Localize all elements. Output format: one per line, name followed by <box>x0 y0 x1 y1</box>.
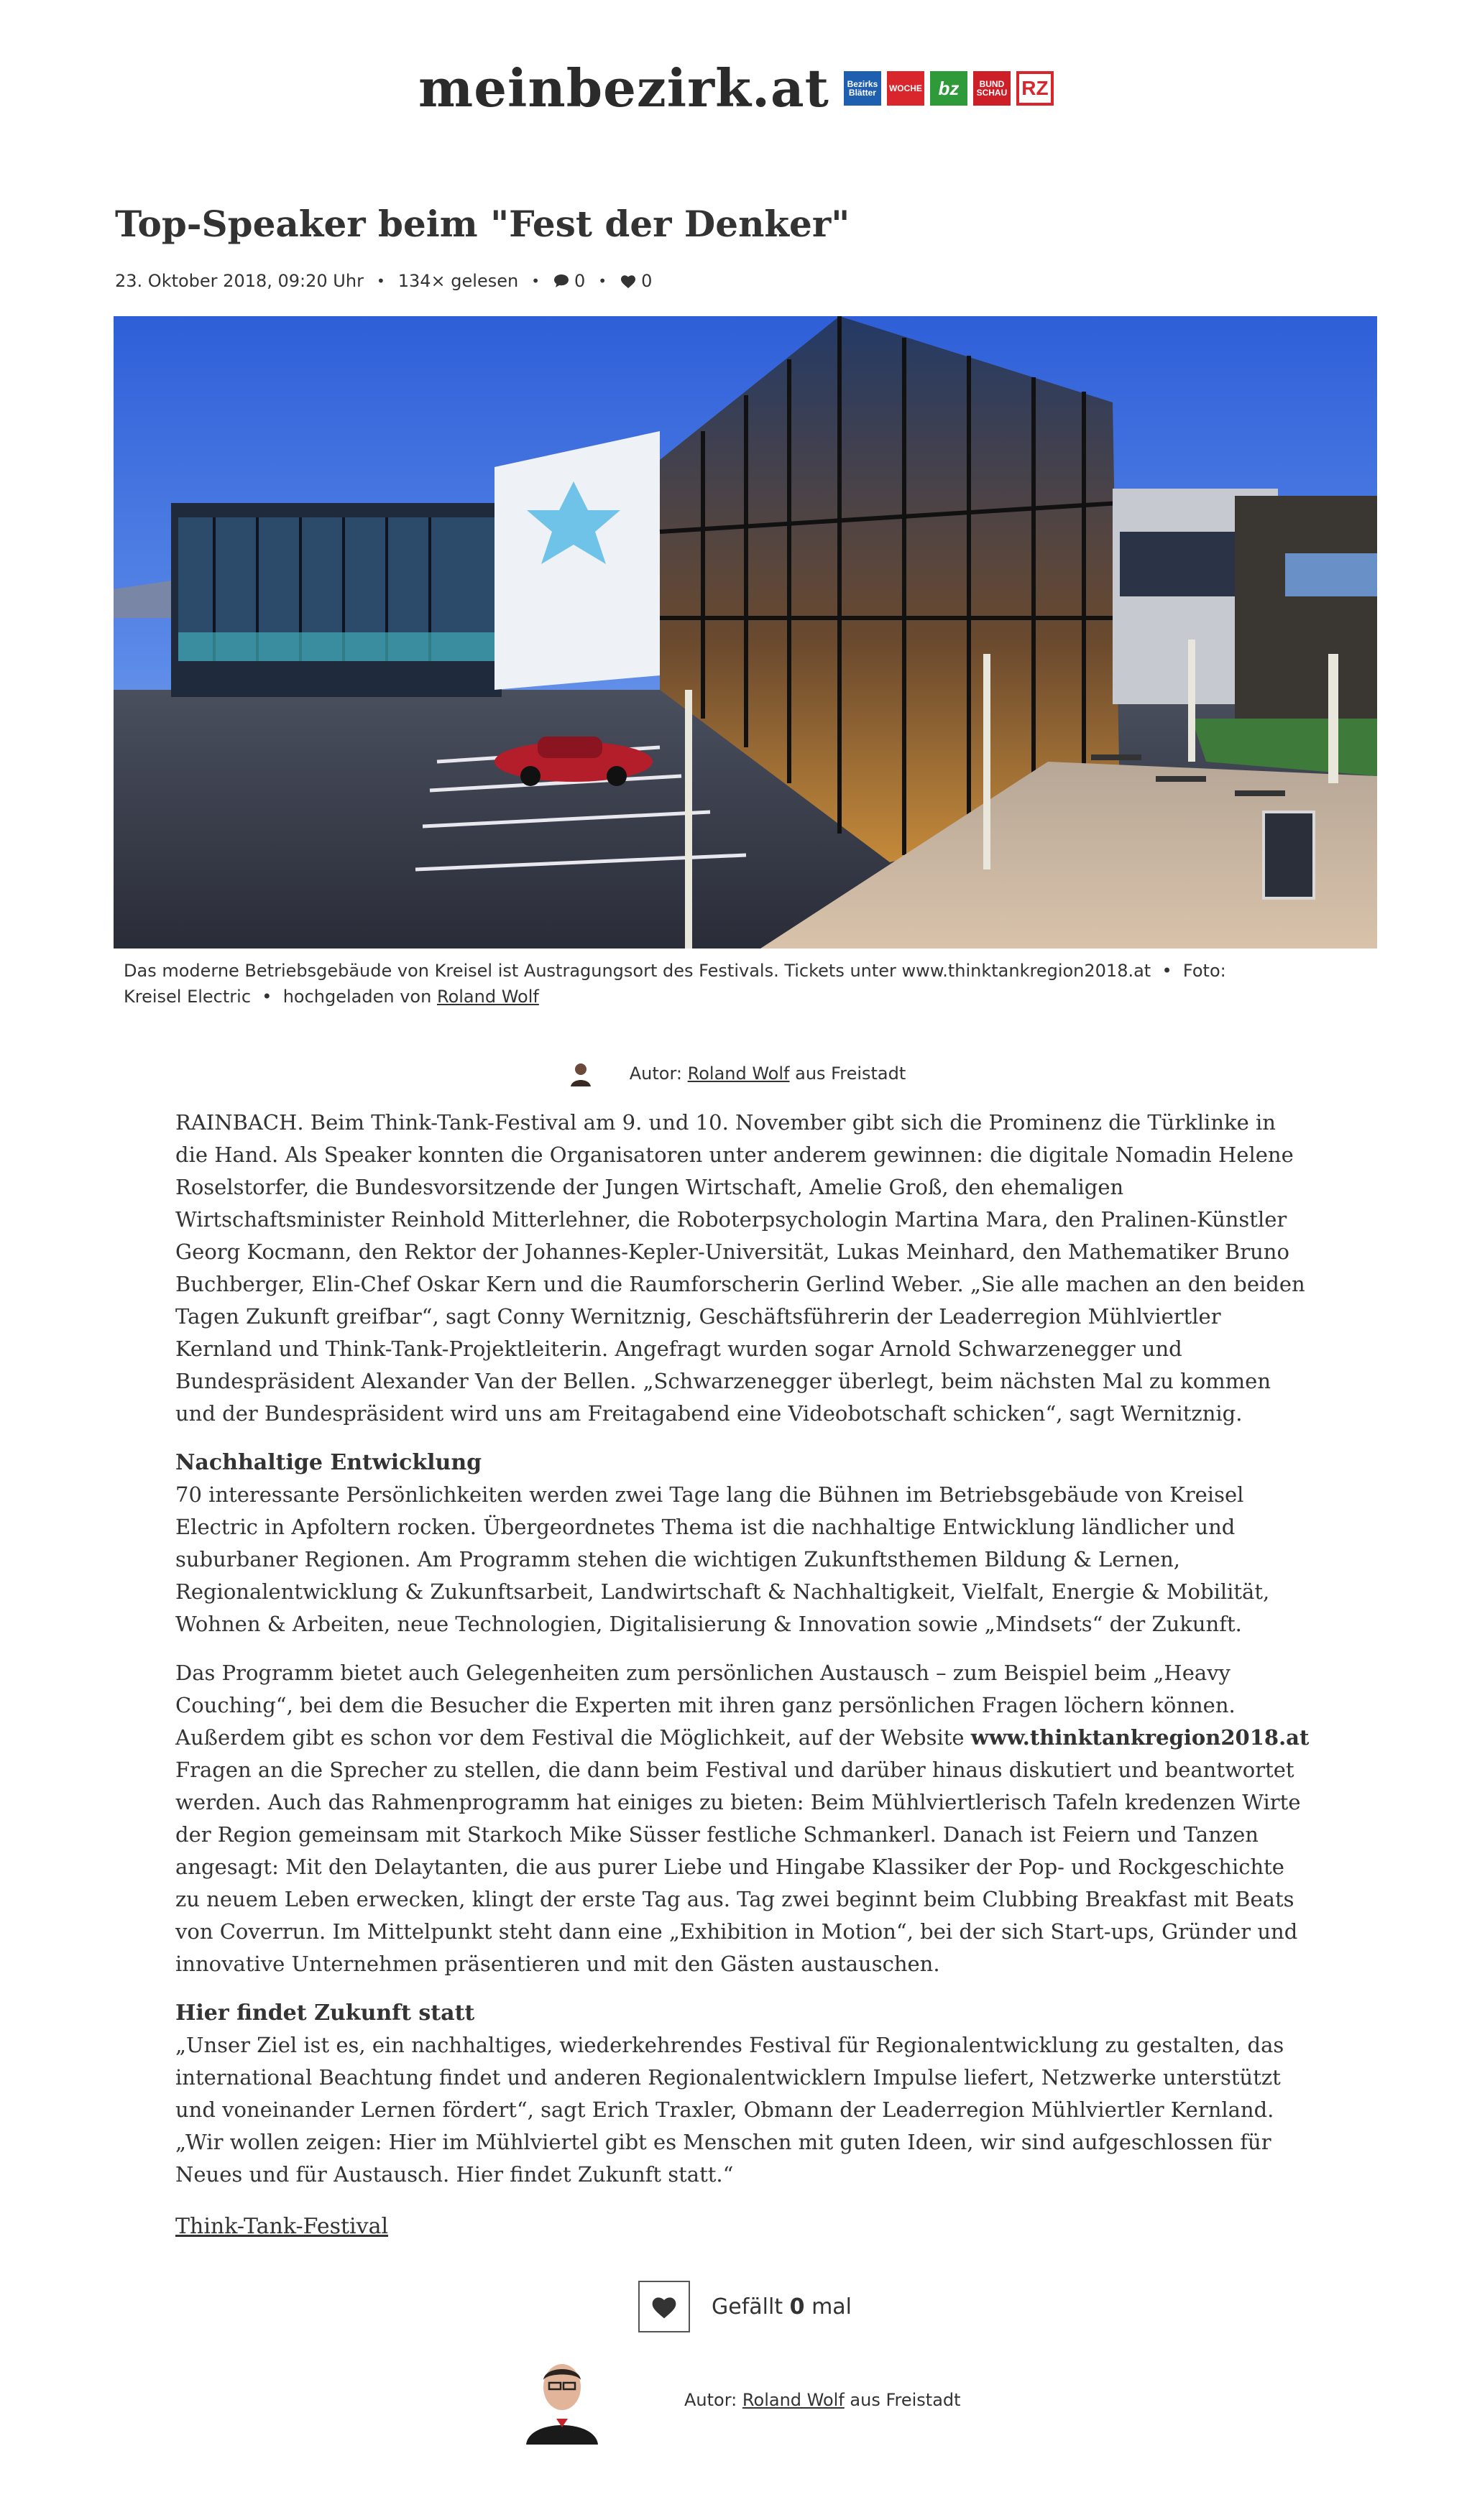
read-count: 134× gelesen <box>397 271 519 291</box>
comment-count[interactable] <box>553 271 585 291</box>
uploader-link[interactable]: Roland Wolf <box>436 987 539 1007</box>
website-link[interactable]: www.thinktankregion2018.at <box>970 1725 1310 1750</box>
partner-badges <box>844 71 1054 106</box>
paragraph <box>175 1657 1311 1980</box>
author-location: aus Freistadt <box>850 2390 961 2410</box>
like-suffix: mal <box>811 2294 852 2320</box>
comment-count-value: 0 <box>574 271 586 291</box>
caption-text: Das moderne Betriebsgebäude von Kreisel ist Austragungsort des Festivals. Tickets unter www.thinktankregion2018.at <box>124 961 1151 981</box>
section-heading: Nachhaltige Entwicklung <box>175 1450 482 1475</box>
article-meta <box>115 271 652 291</box>
paragraph: „Unser Ziel ist es, ein nachhaltiges, wiederkehrendes Festival für Regionalentwicklung zu gestalten, das international Beachtung findet und anderen Regionalentwicklern Impulse liefert, Netzwerke unterstützt und voneinander Lernen fördert“, sagt Erich Traxler, Obmann der Leaderregion Mühlviertler Kernland. „Wir wollen zeigen: Hier im Mühlviertel gibt es Menschen mit guten Ideen, wir sind aufgeschlossen für Neues und für Austausch. Hier findet Zukunft statt.“ <box>175 2033 1284 2187</box>
like-count-meta[interactable] <box>620 271 652 291</box>
hero-image[interactable] <box>114 316 1377 949</box>
page-title: Top-Speaker beim "Fest der Denker" <box>115 203 850 245</box>
author-photo[interactable] <box>519 2355 605 2445</box>
paragraph: 70 interessante Persönlichkeiten werden zwei Tage lang die Bühnen im Betriebsgebäude von Kreisel Electric in Apfoltern rocken. Übergeordnetes Thema ist die nachhaltige Entwicklung ländlicher und suburbaner Regionen. Am Programm stehen die wichtigen Zukunftsthemen Bildung & Lernen, Regionalentwicklung & Zukunftsarbeit, Landwirtschaft & Nachhaltigkeit, Vielfalt, Energie & Mobilität, Wohnen & Arbeiten, neue Technologien, Digitalisierung & Innovation sowie „Mindsets“ der Zukunft. <box>175 1482 1270 1636</box>
meta-separator: • <box>376 272 385 290</box>
meta-separator: • <box>531 272 540 290</box>
paragraph-text: Das Programm bietet auch Gelegenheiten zum persönlichen Austausch – zum Beispiel beim „Heavy Couching“, bei dem die Besucher die Experten mit ihren ganz persönlichen Fragen löchern können. Außerdem gibt es schon vor dem Festival die Möglichkeit, auf der Website <box>175 1661 1236 1750</box>
author-line-bottom <box>519 2355 961 2445</box>
badge-bundschau[interactable]: BUND SCHAU <box>973 71 1011 106</box>
meta-separator: • <box>1156 961 1183 981</box>
tag-link[interactable]: Think-Tank-Festival <box>175 2214 389 2239</box>
publish-date: 23. Oktober 2018, 09:20 Uhr <box>115 271 364 291</box>
caption-uploaded-label: hochgeladen von <box>282 987 432 1007</box>
site-header <box>0 57 1472 119</box>
author-link[interactable]: Roland Wolf <box>742 2390 845 2410</box>
author-label: Autor: <box>684 2390 737 2410</box>
paragraph-text: Fragen an die Sprecher zu stellen, die dann beim Festival und darüber hinaus diskutiert und beantwortet werden. Auch das Rahmenprogramm hat einiges zu bieten: Beim Mühlviertlerisch Tafeln kredenzen Wirte der Region gemeinsam mit Starkoch Mike Süsser festliche Schmankerl. Danach ist Feiern und Tanzen angesagt: Mit den Delaytanten, die aus purer Liebe und Hingabe Klassiker der Pop- und Rockgeschichte zu neuem Leben erwecken, klingt der erste Tag aus. Tag zwei beginnt beim Clubbing Breakfast mit Beats von Coverrun. Im Mittelpunkt steht dann eine „Exhibition in Motion“, bei der sich Start-ups, Gründer und innovative Unternehmen präsentieren und mit den Gästen austauschen. <box>175 1758 1301 1976</box>
badge-bezirksblaetter[interactable]: Bezirks Blätter <box>844 71 881 106</box>
author-line-top <box>0 1059 1472 1088</box>
caption-credit: Foto: Kreisel Electric <box>124 961 1226 1007</box>
badge-rz[interactable]: RZ <box>1016 71 1054 106</box>
like-count-text <box>712 2294 852 2320</box>
badge-woche[interactable]: WOCHE <box>887 71 924 106</box>
paragraph: RAINBACH. Beim Think-Tank-Festival am 9. und 10. November gibt sich die Prominenz die Türklinke in die Hand. Als Speaker konnten die Organisatoren unter anderem gewinnen: die digitale Nomadin Helene Roselstorfer, die Bundesvorsitzende der Jungen Wirtschaft, Amelie Groß, den ehemaligen Wirtschaftsminister Reinhold Mitterlehner, die Roboterpsychologin Martina Mara, den Pralinen-Künstler Georg Kocmann, den Rektor der Johannes-Kepler-Universität, Lukas Meinhard, den Mathematiker Bruno Buchberger, Elin-Chef Oskar Kern und die Raumforscherin Gerlind Weber. „Sie alle machen an den beiden Tagen Zukunft greifbar“, sagt Conny Wernitznig, Geschäftsführerin der Leaderregion Mühlviertler Kernland und Think-Tank-Projektleiterin. Angefragt wurden sogar Arnold Schwarzenegger und Bundespräsident Alexander Van der Bellen. „Schwarzenegger überlegt, beim nächsten Mal zu kommen und der Bundespräsident wird uns am Freitagabend eine Videobotschaft schicken“, sagt Wernitznig. <box>175 1110 1305 1426</box>
author-location: aus Freistadt <box>795 1063 906 1084</box>
author-avatar-icon <box>566 1059 595 1088</box>
like-prefix: Gefällt <box>712 2294 783 2320</box>
like-row <box>638 2281 852 2332</box>
building-photo <box>114 316 1377 949</box>
author-link[interactable]: Roland Wolf <box>687 1063 790 1084</box>
like-button[interactable] <box>638 2281 690 2332</box>
like-count: 0 <box>789 2294 805 2320</box>
section-heading: Hier findet Zukunft statt <box>175 2000 475 2026</box>
badge-bz[interactable]: bz <box>930 71 967 106</box>
article-body <box>175 1107 1311 2243</box>
site-logo[interactable]: meinbezirk.at <box>418 57 829 119</box>
meta-separator: • <box>598 272 607 290</box>
heart-icon <box>620 273 637 289</box>
like-count-meta-value: 0 <box>641 271 653 291</box>
meta-separator: • <box>256 987 283 1007</box>
author-label: Autor: <box>629 1063 682 1084</box>
image-caption <box>124 958 1259 1010</box>
comment-icon <box>553 273 570 289</box>
heart-icon <box>650 2294 678 2320</box>
